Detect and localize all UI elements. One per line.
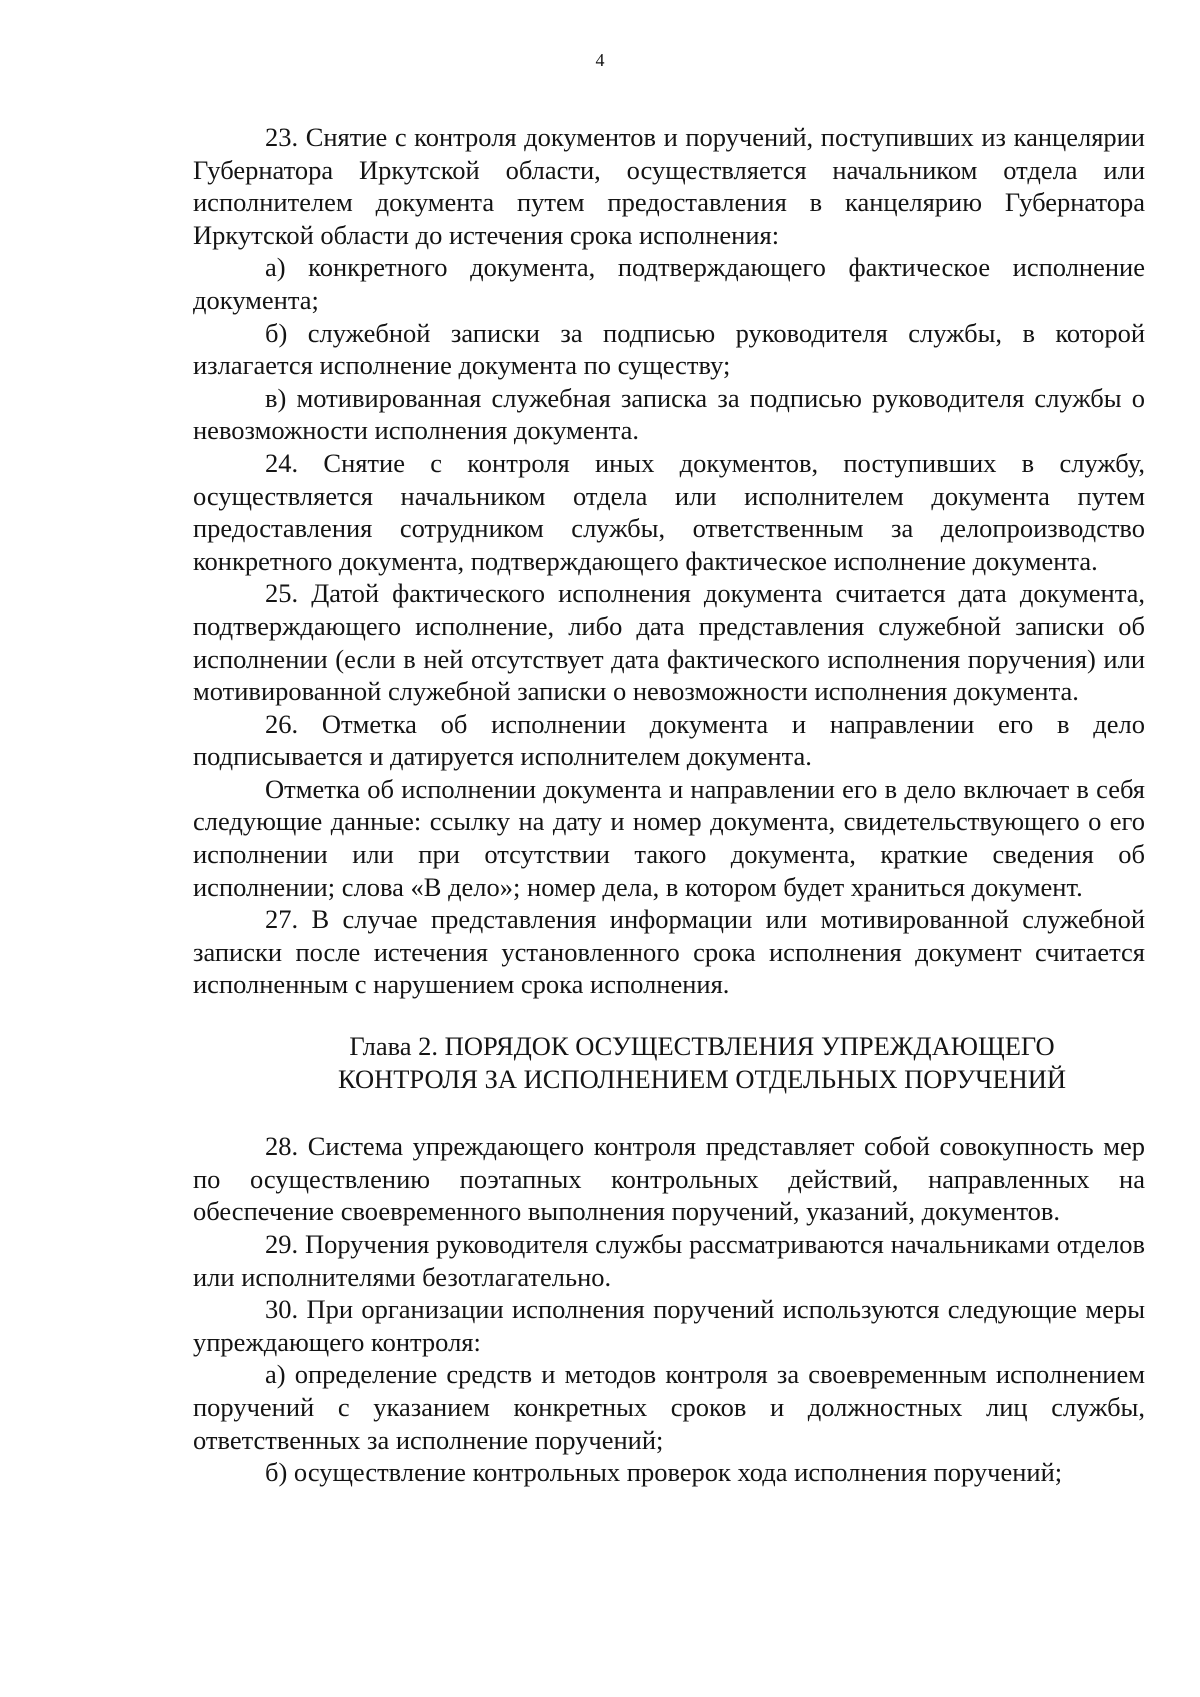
page-number: 4 xyxy=(595,50,605,70)
chapter-heading xyxy=(193,1030,1145,1095)
paragraph-27: 27. В случае представления информации или мотивированной служебной записки после истечения установленного срока исполнения документ считается исполненным с нарушением срока исполнения. xyxy=(193,904,1145,1000)
paragraph-26-mark-contents: Отметка об исполнении документа и направлении его в дело включает в себя следующие данные: ссылку на дату и номер документа, свидетельствующего о его исполнении или при отсутствии такого документа, краткие сведения об исполнении; слова «В дело»; номер дела, в котором будет храниться документ. xyxy=(193,773,1145,902)
chapter-heading-line-1: Глава 2. ПОРЯДОК ОСУЩЕСТВЛЕНИЯ УПРЕЖДАЮЩЕГО xyxy=(349,1031,1055,1062)
paragraph-23-b: б) служебной записки за подписью руководителя службы, в которой излагается исполнение документа по существу; xyxy=(193,317,1145,381)
paragraph-26: 26. Отметка об исполнении документа и направлении его в дело подписывается и датируется исполнителем документа. xyxy=(193,708,1145,772)
paragraph-29: 29. Поручения руководителя службы рассматриваются начальниками отделов или исполнителями безотлагательно. xyxy=(193,1229,1145,1292)
paragraph-30: 30. При организации исполнения поручений используются следующие меры упреждающего контроля: xyxy=(193,1294,1145,1357)
document-body xyxy=(193,121,1145,1489)
paragraph-30-a: а) определение средств и методов контроля за своевременным исполнением поручений с указанием конкретных сроков и должностных лиц службы, ответственных за исполнение поручений; xyxy=(193,1359,1145,1455)
chapter-heading-line-2: КОНТРОЛЯ ЗА ИСПОЛНЕНИЕМ ОТДЕЛЬНЫХ ПОРУЧЕНИЙ xyxy=(337,1063,1067,1094)
paragraph-30-b: б) осуществление контрольных проверок хода исполнения поручений; xyxy=(265,1457,1063,1488)
paragraph-23-v: в) мотивированная служебная записка за подписью руководителя службы о невозможности исполнения документа. xyxy=(193,382,1145,446)
paragraph-24: 24. Снятие с контроля иных документов, поступивших в службу, осуществляется начальником отдела или исполнителем документа путем предоставления сотрудником службы, ответственным за делопроизводство конкретного документа, подтверждающего фактическое исполнение документа. xyxy=(193,447,1145,576)
paragraph-23-a: а) конкретного документа, подтверждающего фактическое исполнение документа; xyxy=(193,252,1145,315)
paragraph-28: 28. Система упреждающего контроля представляет собой совокупность мер по осуществлению поэтапных контрольных действий, направленных на обеспечение своевременного выполнения поручений, указаний, документов. xyxy=(193,1131,1145,1227)
paragraph-23: 23. Снятие с контроля документов и поручений, поступивших из канцелярии Губернатора Иркутской области, осуществляется начальником отдела или исполнителем документа путем предоставления в канцелярию Губернатора Иркутской области до истечения срока исполнения: xyxy=(193,122,1145,250)
paragraph-25: 25. Датой фактического исполнения документа считается дата документа, подтверждающего исполнение, либо дата представления служебной записки об исполнении (если в ней отсутствует дата фактического исполнения поручения) или мотивированной служебной записки о невозможности исполнения документа. xyxy=(193,578,1145,707)
